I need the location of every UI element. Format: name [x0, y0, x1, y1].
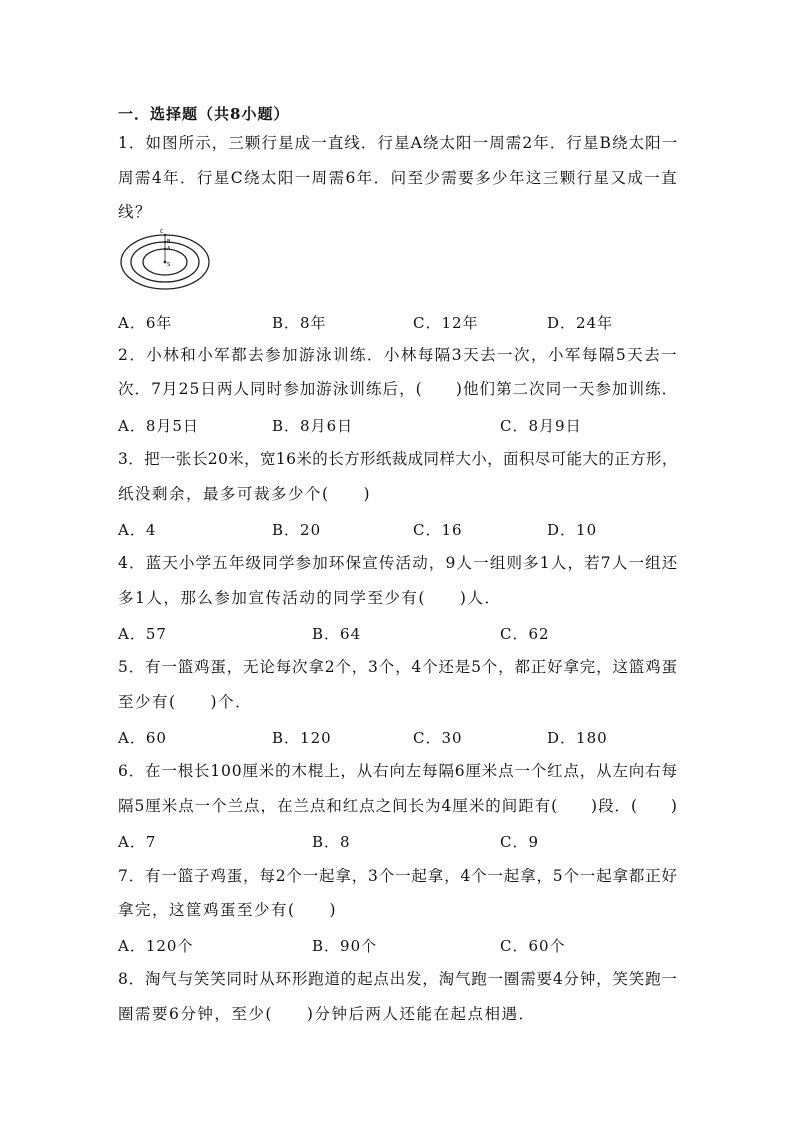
planet-b [164, 241, 166, 243]
question-2-line-2: 次．7月25日两人同时参加游泳训练后，( )他们第二次同一天参加训练． [118, 380, 679, 398]
question-5-option-b[interactable]: B．120 [272, 729, 332, 747]
question-3-option-a[interactable]: A．4 [118, 521, 157, 539]
question-3-line-2: 纸没剩余，最多可裁多少个( ) [118, 485, 372, 503]
question-1-option-b[interactable]: B．8年 [272, 314, 327, 332]
question-8-line-1: 8．淘气与笑笑同时从环形跑道的起点出发，淘气跑一圈需要4分钟，笑笑跑一 [118, 970, 678, 988]
question-1-line-1: 1．如图所示，三颗行星成一直线．行星A绕太阳一周需2年．行星B绕太阳一 [118, 134, 679, 152]
question-6-options [118, 831, 678, 851]
orbit-diagram [118, 226, 214, 290]
question-6-line-1: 6．在一根长100厘米的木棍上，从右向左每隔6厘米点一个红点，从左向右每 [118, 762, 678, 780]
question-4-option-a[interactable]: A．57 [118, 625, 167, 643]
question-4-line-1: 4．蓝天小学五年级同学参加环保宣传活动，9人一组则多1人，若7人一组还 [118, 554, 679, 572]
question-7-option-c[interactable]: C．60个 [500, 937, 566, 955]
question-4-line-2: 多1人，那么参加宣传活动的同学至少有( )人． [118, 589, 502, 607]
question-5-option-c[interactable]: C．30 [413, 729, 463, 747]
question-2-option-a[interactable]: A．8月5日 [118, 417, 199, 435]
question-1-option-a[interactable]: A．6年 [118, 314, 173, 332]
planet-c [164, 234, 166, 236]
question-7-line-2: 拿完，这筐鸡蛋至少有( ) [118, 901, 338, 919]
question-5-options [118, 727, 678, 747]
question-2-line-1: 2．小林和小军都去参加游泳训练．小林每隔3天去一次，小军每隔5天去一 [118, 346, 679, 364]
question-7-option-a[interactable]: A．120个 [118, 937, 194, 955]
sun [164, 261, 167, 264]
question-1-line-3: 线？ [118, 203, 153, 221]
question-4-options [118, 623, 678, 643]
question-2-option-b[interactable]: B．8月6日 [272, 417, 354, 435]
question-1-line-2: 周需4年．行星C绕太阳一周需6年．问至少需要多少年这三颗行星又成一直 [118, 169, 679, 187]
label-s: S [167, 262, 171, 268]
question-7-option-b[interactable]: B．90个 [312, 937, 378, 955]
question-1-options [118, 312, 678, 332]
question-2-option-c[interactable]: C．8月9日 [500, 417, 582, 435]
question-1-option-c[interactable]: C．12年 [413, 314, 479, 332]
planet-a [164, 248, 166, 250]
question-3-option-c[interactable]: C．16 [413, 521, 463, 539]
label-a: A [167, 246, 171, 252]
question-5-line-2: 至少有( )个． [118, 693, 253, 711]
question-2-options [118, 415, 678, 435]
question-6-option-c[interactable]: C．9 [500, 833, 540, 851]
question-3-option-d[interactable]: D．10 [547, 521, 598, 539]
question-7-line-1: 7．有一篮子鸡蛋，每2个一起拿，3个一起拿，4个一起拿，5个一起拿都正好 [118, 867, 678, 885]
question-6-option-a[interactable]: A．7 [118, 833, 157, 851]
section-title: 一．选择题（共8小题） [118, 105, 290, 123]
question-3-line-1: 3．把一张长20米，宽16米的长方形纸裁成同样大小，面积尽可能大的正方形， [118, 450, 678, 468]
question-1-option-d[interactable]: D．24年 [547, 314, 614, 332]
question-6-line-2: 隔5厘米点一个兰点，在兰点和红点之间长为4厘米的间距有( )段．( ) [118, 797, 678, 815]
question-6-option-b[interactable]: B．8 [312, 833, 351, 851]
label-b: B [167, 239, 171, 245]
question-3-options [118, 519, 678, 539]
question-4-option-b[interactable]: B．64 [312, 625, 362, 643]
question-5-line-1: 5．有一篮鸡蛋，无论每次拿2个，3个，4个还是5个，都正好拿完，这篮鸡蛋 [118, 658, 678, 676]
label-c: C [160, 229, 164, 235]
question-5-option-d[interactable]: D．180 [547, 729, 608, 747]
question-4-option-c[interactable]: C．62 [500, 625, 550, 643]
question-8-line-2: 圈需要6分钟，至少( )分钟后两人还能在起点相遇． [118, 1005, 536, 1023]
question-3-option-b[interactable]: B．20 [272, 521, 322, 539]
question-5-option-a[interactable]: A．60 [118, 729, 167, 747]
question-7-options [118, 935, 678, 955]
